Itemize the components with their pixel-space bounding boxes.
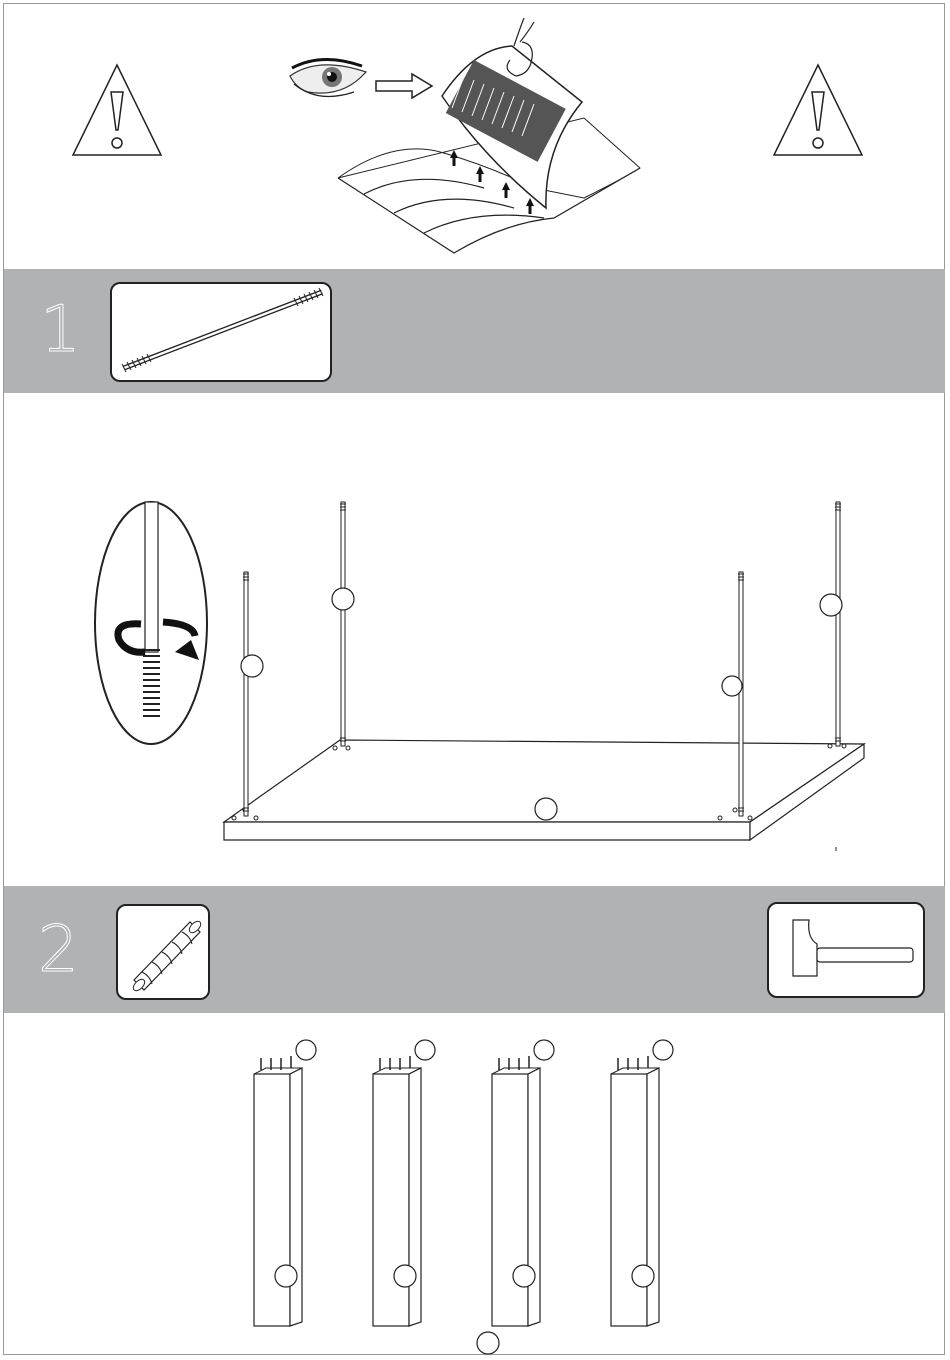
table-leg-3	[492, 1040, 554, 1326]
part-callout-rod-1	[241, 655, 263, 677]
step-2-part-box	[116, 904, 210, 1000]
part-callout-rod-3	[722, 676, 742, 696]
table-leg-1	[254, 1040, 316, 1326]
legs-with-dowels	[250, 1036, 680, 1346]
threaded-rod-back-left	[341, 502, 345, 746]
rotate-detail-oval	[93, 500, 209, 746]
warning-triangle-right-icon	[771, 62, 865, 158]
threaded-rod-icon	[118, 288, 328, 378]
warning-triangle-left-icon	[70, 62, 164, 158]
page-number-circle	[475, 1330, 501, 1356]
threaded-rod-back-right	[836, 502, 840, 746]
step-2-number: 2	[38, 913, 79, 987]
threaded-rod-front-right	[739, 572, 743, 816]
step-1-part-box	[110, 282, 332, 382]
table-leg-2	[373, 1040, 435, 1326]
dowel-icon	[124, 914, 204, 992]
step-1-number: 1	[40, 293, 81, 367]
threaded-rod-front-left	[244, 572, 248, 816]
part-callout-rod-4	[820, 594, 842, 616]
step-2-tool-box	[767, 902, 925, 998]
part-callout-tabletop	[535, 798, 557, 820]
hammer-icon	[779, 914, 919, 986]
manual-booklet-icon	[334, 18, 646, 260]
part-callout-rod-2	[332, 588, 354, 610]
tabletop-with-rods	[220, 496, 870, 856]
table-leg-4	[611, 1040, 673, 1326]
